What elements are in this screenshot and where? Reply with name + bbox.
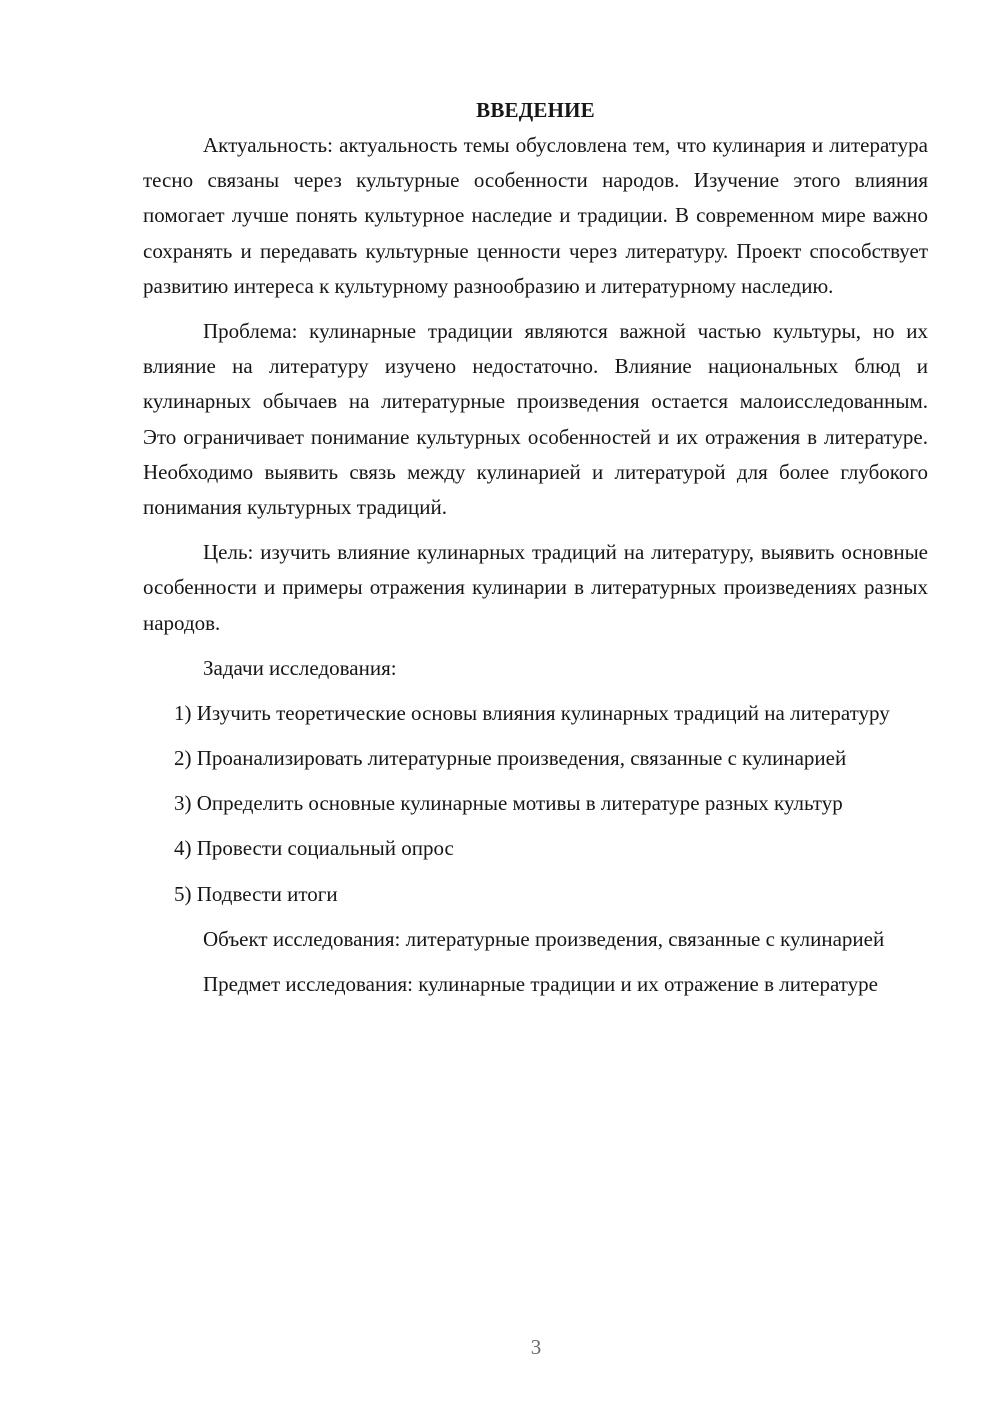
object-paragraph: Объект исследования: литературные произведения, связанные с кулинарией bbox=[203, 926, 885, 951]
page-number: 3 bbox=[530, 1335, 542, 1359]
task-item: 2) Проанализировать литературные произведения, связанные с кулинарией bbox=[174, 746, 847, 771]
task-item: 3) Определить основные кулинарные мотивы в литературе разных культур bbox=[174, 791, 843, 816]
task-item: 5) Подвести итоги bbox=[174, 881, 338, 906]
task-item: 4) Провести социальный опрос bbox=[174, 836, 454, 861]
relevance-paragraph: Актуальность: актуальность темы обусловлена тем, что кулинария и литература тесно связаны через культурные особенности народов. Изучение этого влияния помогает лучше понять культурное наследие и традиции. В современном мире важно сохранять и передавать культурные ценности через литературу. Проект способствует развитию интереса к культурному разнообразию и литературному наследию. bbox=[143, 133, 928, 298]
subject-paragraph: Предмет исследования: кулинарные традиции и их отражение в литературе bbox=[203, 972, 878, 997]
section-heading: ВВЕДЕНИЕ bbox=[476, 98, 595, 122]
tasks-title: Задачи исследования: bbox=[203, 655, 397, 680]
problem-paragraph: Проблема: кулинарные традиции являются важной частью культуры, но их влияние на литературу изучено недостаточно. Влияние национальных блюд и кулинарных обычаев на литературные произведения остается малоисследованным. Это ограничивает понимание культурных особенностей и их отражения в литературе. Необходимо выявить связь между кулинарией и литературой для более глубокого понимания культурных традиций. bbox=[143, 319, 928, 520]
goal-paragraph: Цель: изучить влияние кулинарных традиций на литературу, выявить основные особенности и примеры отражения кулинарии в литературных произведениях разных народов. bbox=[143, 540, 928, 635]
document-page bbox=[143, 93, 928, 1012]
tasks-list bbox=[143, 696, 928, 912]
task-item: 1) Изучить теоретические основы влияния кулинарных традиций на литературу bbox=[174, 700, 890, 725]
